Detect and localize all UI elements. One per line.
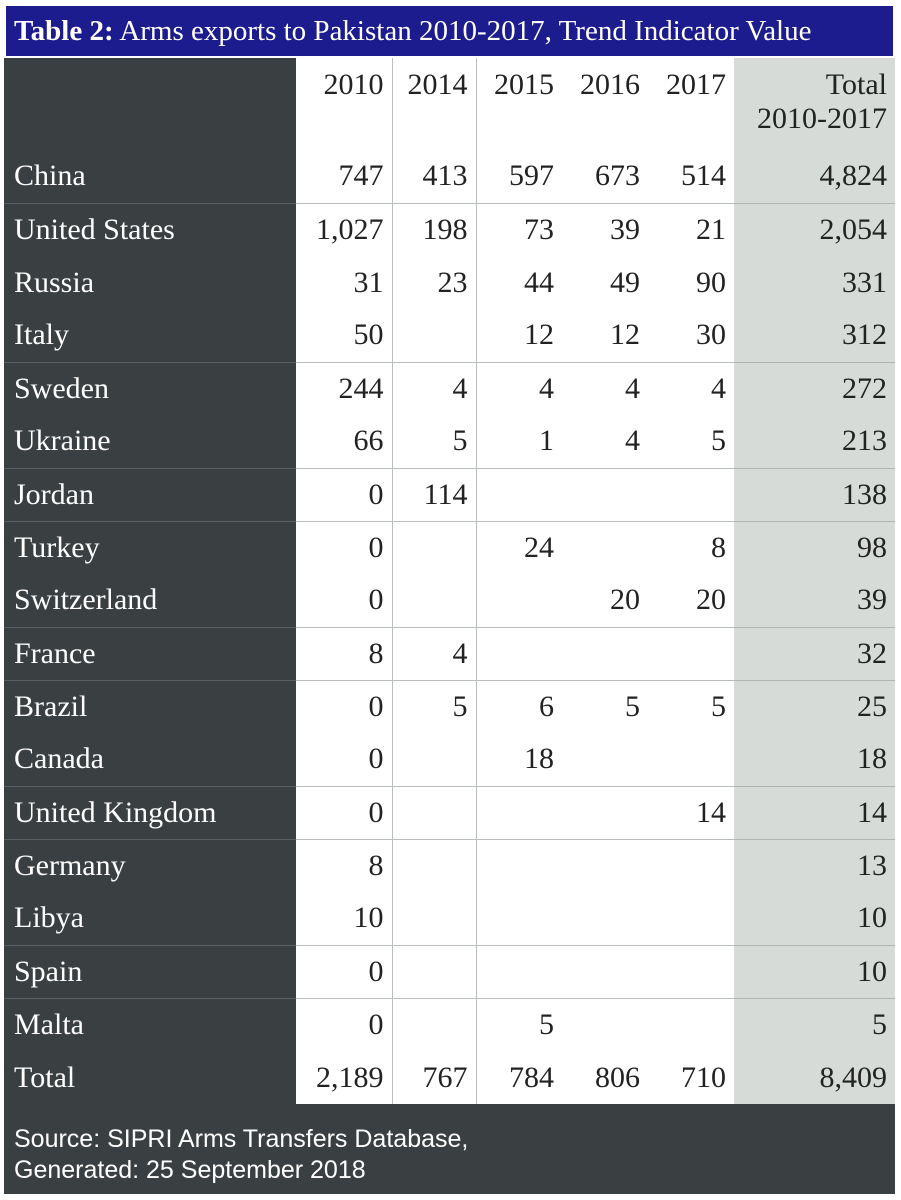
value-cell-2014: 4 bbox=[392, 627, 476, 680]
total-cell: 98 bbox=[734, 521, 895, 574]
value-cell-2010: 8 bbox=[296, 839, 392, 892]
value-cell-2015: 597 bbox=[476, 150, 562, 203]
country-cell: Total bbox=[4, 1051, 296, 1104]
value-cell-2014: 767 bbox=[392, 1051, 476, 1104]
total-cell: 138 bbox=[734, 468, 895, 521]
value-cell-2016 bbox=[562, 945, 648, 998]
total-cell: 2,054 bbox=[734, 203, 895, 256]
table-title-text: Arms exports to Pakistan 2010-2017, Trend Indicator Value bbox=[119, 15, 812, 47]
value-cell-2010: 31 bbox=[296, 256, 392, 309]
total-cell: 25 bbox=[734, 680, 895, 733]
value-cell-2017: 5 bbox=[648, 680, 734, 733]
table-row bbox=[4, 362, 895, 415]
value-cell-2014 bbox=[392, 733, 476, 786]
value-cell-2016: 5 bbox=[562, 680, 648, 733]
value-cell-2016 bbox=[562, 627, 648, 680]
value-cell-2010: 8 bbox=[296, 627, 392, 680]
country-cell: Germany bbox=[4, 839, 296, 892]
value-cell-2010: 747 bbox=[296, 150, 392, 203]
table-row bbox=[4, 680, 895, 733]
value-cell-2015: 1 bbox=[476, 415, 562, 468]
country-column-header bbox=[4, 58, 296, 150]
value-cell-2016: 806 bbox=[562, 1051, 648, 1104]
total-cell: 272 bbox=[734, 362, 895, 415]
total-cell: 14 bbox=[734, 786, 895, 839]
value-cell-2017 bbox=[648, 468, 734, 521]
table-row bbox=[4, 998, 895, 1051]
total-cell: 331 bbox=[734, 256, 895, 309]
table-row bbox=[4, 627, 895, 680]
source-line-2: Generated: 25 September 2018 bbox=[14, 1156, 366, 1184]
table-figure bbox=[4, 4, 895, 1194]
value-cell-2016: 673 bbox=[562, 150, 648, 203]
column-header-2015: 2015 bbox=[476, 58, 562, 150]
value-cell-2017: 8 bbox=[648, 521, 734, 574]
country-cell: Jordan bbox=[4, 468, 296, 521]
value-cell-2014 bbox=[392, 309, 476, 362]
country-cell: Italy bbox=[4, 309, 296, 362]
value-cell-2016 bbox=[562, 733, 648, 786]
source-note bbox=[4, 1110, 895, 1194]
value-cell-2016: 20 bbox=[562, 574, 648, 627]
value-cell-2010: 0 bbox=[296, 945, 392, 998]
value-cell-2015: 73 bbox=[476, 203, 562, 256]
country-cell: Canada bbox=[4, 733, 296, 786]
country-cell: China bbox=[4, 150, 296, 203]
value-cell-2010: 0 bbox=[296, 998, 392, 1051]
value-cell-2015: 5 bbox=[476, 998, 562, 1051]
value-cell-2010: 66 bbox=[296, 415, 392, 468]
country-cell: Turkey bbox=[4, 521, 296, 574]
value-cell-2014: 23 bbox=[392, 256, 476, 309]
total-cell: 312 bbox=[734, 309, 895, 362]
value-cell-2017: 30 bbox=[648, 309, 734, 362]
value-cell-2015 bbox=[476, 839, 562, 892]
value-cell-2015 bbox=[476, 627, 562, 680]
value-cell-2014: 4 bbox=[392, 362, 476, 415]
value-cell-2014 bbox=[392, 839, 476, 892]
table-row bbox=[4, 415, 895, 468]
country-cell: Sweden bbox=[4, 362, 296, 415]
total-cell: 10 bbox=[734, 892, 895, 945]
value-cell-2015 bbox=[476, 468, 562, 521]
value-cell-2014 bbox=[392, 521, 476, 574]
table-row bbox=[4, 521, 895, 574]
total-cell: 8,409 bbox=[734, 1051, 895, 1104]
total-cell: 5 bbox=[734, 998, 895, 1051]
value-cell-2017 bbox=[648, 839, 734, 892]
country-cell: Brazil bbox=[4, 680, 296, 733]
table-row bbox=[4, 150, 895, 203]
value-cell-2014: 5 bbox=[392, 680, 476, 733]
value-cell-2016: 4 bbox=[562, 362, 648, 415]
total-cell: 13 bbox=[734, 839, 895, 892]
total-header-line1: Total bbox=[825, 68, 887, 101]
value-cell-2017: 21 bbox=[648, 203, 734, 256]
total-cell: 10 bbox=[734, 945, 895, 998]
value-cell-2015 bbox=[476, 945, 562, 998]
country-cell: Spain bbox=[4, 945, 296, 998]
total-header-line2: 2010-2017 bbox=[757, 102, 887, 135]
arms-exports-table bbox=[4, 58, 895, 1104]
value-cell-2016 bbox=[562, 892, 648, 945]
value-cell-2017 bbox=[648, 945, 734, 998]
value-cell-2015: 6 bbox=[476, 680, 562, 733]
value-cell-2014: 198 bbox=[392, 203, 476, 256]
value-cell-2015: 24 bbox=[476, 521, 562, 574]
total-cell: 213 bbox=[734, 415, 895, 468]
total-cell: 4,824 bbox=[734, 150, 895, 203]
table-body bbox=[4, 150, 895, 1104]
value-cell-2010: 2,189 bbox=[296, 1051, 392, 1104]
value-cell-2016 bbox=[562, 468, 648, 521]
value-cell-2014: 114 bbox=[392, 468, 476, 521]
column-header-2017: 2017 bbox=[648, 58, 734, 150]
total-cell: 18 bbox=[734, 733, 895, 786]
table-row bbox=[4, 468, 895, 521]
country-cell: Ukraine bbox=[4, 415, 296, 468]
table-row bbox=[4, 256, 895, 309]
value-cell-2010: 0 bbox=[296, 680, 392, 733]
table-row bbox=[4, 786, 895, 839]
table-row bbox=[4, 203, 895, 256]
value-cell-2017: 90 bbox=[648, 256, 734, 309]
value-cell-2015: 4 bbox=[476, 362, 562, 415]
value-cell-2010: 0 bbox=[296, 786, 392, 839]
value-cell-2016: 12 bbox=[562, 309, 648, 362]
total-column-header bbox=[734, 58, 895, 150]
value-cell-2017 bbox=[648, 998, 734, 1051]
column-header-2016: 2016 bbox=[562, 58, 648, 150]
country-cell: Switzerland bbox=[4, 574, 296, 627]
country-cell: Russia bbox=[4, 256, 296, 309]
total-cell: 32 bbox=[734, 627, 895, 680]
table-row bbox=[4, 733, 895, 786]
column-header-2014: 2014 bbox=[392, 58, 476, 150]
header-row bbox=[4, 58, 895, 150]
table-row bbox=[4, 839, 895, 892]
value-cell-2014 bbox=[392, 998, 476, 1051]
value-cell-2017: 14 bbox=[648, 786, 734, 839]
value-cell-2016: 4 bbox=[562, 415, 648, 468]
total-row bbox=[4, 1051, 895, 1104]
value-cell-2014 bbox=[392, 786, 476, 839]
country-cell: Libya bbox=[4, 892, 296, 945]
value-cell-2015: 784 bbox=[476, 1051, 562, 1104]
value-cell-2014 bbox=[392, 945, 476, 998]
value-cell-2010: 0 bbox=[296, 521, 392, 574]
table-title-label: Table 2: bbox=[14, 15, 114, 47]
value-cell-2016 bbox=[562, 839, 648, 892]
value-cell-2010: 0 bbox=[296, 733, 392, 786]
value-cell-2015 bbox=[476, 892, 562, 945]
value-cell-2014 bbox=[392, 574, 476, 627]
value-cell-2016 bbox=[562, 998, 648, 1051]
value-cell-2014 bbox=[392, 892, 476, 945]
value-cell-2017: 710 bbox=[648, 1051, 734, 1104]
value-cell-2016 bbox=[562, 521, 648, 574]
value-cell-2015: 12 bbox=[476, 309, 562, 362]
value-cell-2017 bbox=[648, 733, 734, 786]
table-row bbox=[4, 892, 895, 945]
table-row bbox=[4, 309, 895, 362]
country-cell: United Kingdom bbox=[4, 786, 296, 839]
country-cell: United States bbox=[4, 203, 296, 256]
source-line-1: Source: SIPRI Arms Transfers Database, bbox=[14, 1125, 469, 1153]
country-cell: Malta bbox=[4, 998, 296, 1051]
value-cell-2017 bbox=[648, 892, 734, 945]
value-cell-2015 bbox=[476, 574, 562, 627]
value-cell-2010: 0 bbox=[296, 468, 392, 521]
value-cell-2017 bbox=[648, 627, 734, 680]
value-cell-2014: 413 bbox=[392, 150, 476, 203]
table-title bbox=[4, 4, 895, 58]
table-row bbox=[4, 574, 895, 627]
value-cell-2010: 10 bbox=[296, 892, 392, 945]
value-cell-2015: 44 bbox=[476, 256, 562, 309]
value-cell-2016: 39 bbox=[562, 203, 648, 256]
value-cell-2017: 4 bbox=[648, 362, 734, 415]
value-cell-2015 bbox=[476, 786, 562, 839]
value-cell-2017: 5 bbox=[648, 415, 734, 468]
country-cell: France bbox=[4, 627, 296, 680]
value-cell-2010: 1,027 bbox=[296, 203, 392, 256]
table-row bbox=[4, 945, 895, 998]
value-cell-2010: 50 bbox=[296, 309, 392, 362]
value-cell-2015: 18 bbox=[476, 733, 562, 786]
column-header-2010: 2010 bbox=[296, 58, 392, 150]
value-cell-2017: 514 bbox=[648, 150, 734, 203]
value-cell-2016 bbox=[562, 786, 648, 839]
value-cell-2010: 244 bbox=[296, 362, 392, 415]
value-cell-2014: 5 bbox=[392, 415, 476, 468]
value-cell-2010: 0 bbox=[296, 574, 392, 627]
value-cell-2017: 20 bbox=[648, 574, 734, 627]
total-cell: 39 bbox=[734, 574, 895, 627]
value-cell-2016: 49 bbox=[562, 256, 648, 309]
